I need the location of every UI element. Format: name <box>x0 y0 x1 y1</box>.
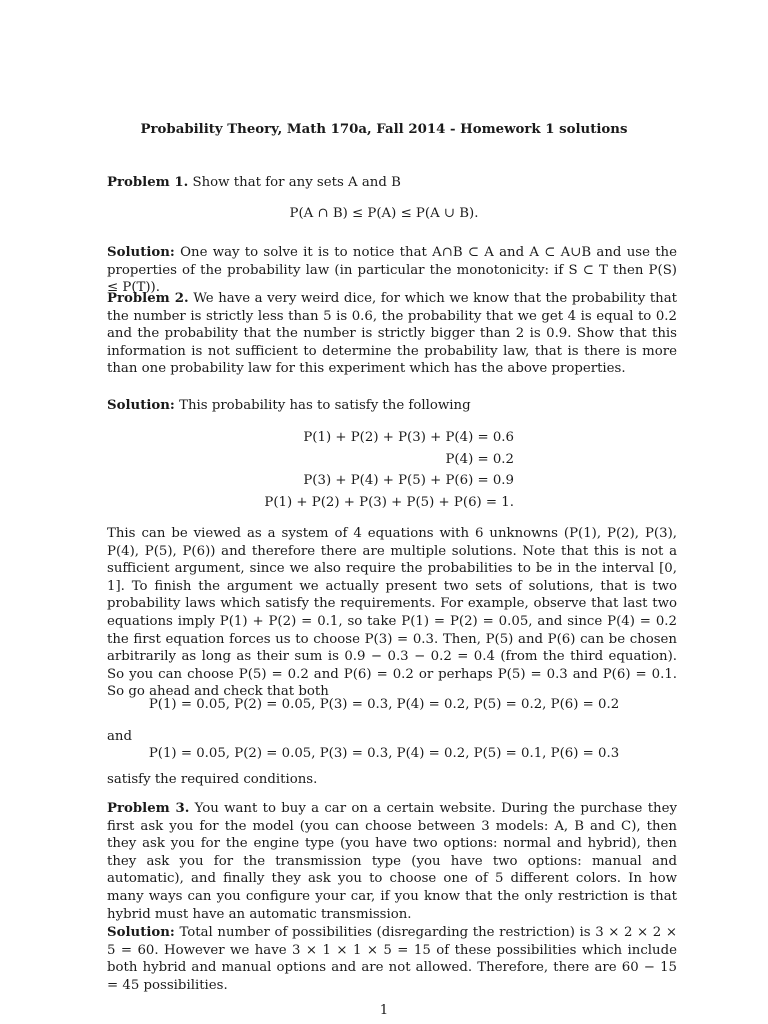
and-connector: and <box>107 729 133 744</box>
problem-2-text: We have a very weird dice, for which we know that the probability that the number is strictly less than 5 is 0.6, the probability that we get 4 is equal to 0.2 and the probability that the number is strictly bigger than 2 is 0.9. Show that this information is not sufficient to determine the probability law, that is there is more than one probability law for this experiment which has the above properties. <box>107 291 678 377</box>
equation-4: P(1) + P(2) + P(3) + P(5) + P(6) = 1. <box>264 494 514 510</box>
solution-3-text: Total number of possibilities (disregarding the restriction) is 3 × 2 × 2 × 5 = 60. However we have 3 × 1 × 1 × 5 = 15 of these possibilities which include both hybrid and manual options and are not allowed. Therefore, there are 60 − 15 = 45 possibilities. <box>107 925 677 993</box>
solution-1 <box>107 244 677 297</box>
equation-1: P(1) + P(2) + P(3) + P(4) = 0.6 <box>303 430 514 445</box>
equation-3: P(3) + P(4) + P(5) + P(6) = 0.9 <box>303 473 514 488</box>
solution-3-heading: Solution: <box>107 925 175 940</box>
problem-1 <box>107 174 677 192</box>
problem-3 <box>107 800 677 923</box>
page-number: 1 <box>379 1003 389 1018</box>
equation-system <box>200 427 514 513</box>
problem-2-heading: Problem 2. <box>107 291 189 306</box>
solution-2-heading: Solution: <box>107 398 175 413</box>
solution-set-b: P(1) = 0.05, P(2) = 0.05, P(3) = 0.3, P(4) = 0.2, P(5) = 0.1, P(6) = 0.3 <box>148 746 620 761</box>
solution-1-text: One way to solve it is to notice that A∩B ⊂ A and A ⊂ A∪B and use the properties of the probability law (in particular the monotonicity: if S ⊂ T then P(S) ≤ P(T)). <box>107 245 677 296</box>
problem-2 <box>107 290 677 378</box>
problem-3-text: You want to buy a car on a certain website. During the purchase they first ask you for the model (you can choose between 3 models: A, B and C), then they ask you for the engine type (you have two options: normal and hybrid), then they ask you for the transmission type (you have two options: manual and automatic), and finally they ask you to choose one of 5 different colors. In how many ways can you configure your car, if you know that the only restriction is that hybrid must have an automatic transmission. <box>107 801 677 922</box>
solution-3 <box>107 924 677 994</box>
problem-1-text: Show that for any sets A and B <box>192 175 401 190</box>
solution-2-body: This can be viewed as a system of 4 equations with 6 unknowns (P(1), P(2), P(3), P(4), P(5), P(6)) and therefore there are multiple solutions. Note that this is not a sufficient argument, since we also require the probabilities to be in the interval [0, 1]. To finish the argument we actually present two sets of solutions, that is two probability laws which satisfy the requirements. For example, observe that last two equations imply P(1) + P(2) = 0.1, so take P(1) = P(2) = 0.05, and since P(4) = 0.2 the first equation forces us to choose P(3) = 0.3. Then, P(5) and P(6) can be chosen arbitrarily as long as their sum is 0.9 − 0.3 − 0.2 = 0.4 (from the third equation). So you can choose P(5) = 0.2 and P(6) = 0.2 or perhaps P(5) = 0.3 and P(6) = 0.1. So go ahead and check that both <box>107 526 677 700</box>
equation-2: P(4) = 0.2 <box>445 451 514 467</box>
solution-2-closing: satisfy the required conditions. <box>107 772 318 787</box>
solution-set-a: P(1) = 0.05, P(2) = 0.05, P(3) = 0.3, P(4) = 0.2, P(5) = 0.2, P(6) = 0.2 <box>148 697 620 712</box>
problem-1-heading: Problem 1. <box>107 175 189 190</box>
problem-3-heading: Problem 3. <box>107 801 190 816</box>
solution-1-heading: Solution: <box>107 245 175 260</box>
solution-2-intro <box>107 397 677 415</box>
document-title: Probability Theory, Math 170a, Fall 2014 - Homework 1 solutions <box>140 122 628 137</box>
problem-1-equation: P(A ∩ B) ≤ P(A) ≤ P(A ∪ B). <box>289 206 479 221</box>
solution-2-intro-text: This probability has to satisfy the following <box>179 398 471 413</box>
